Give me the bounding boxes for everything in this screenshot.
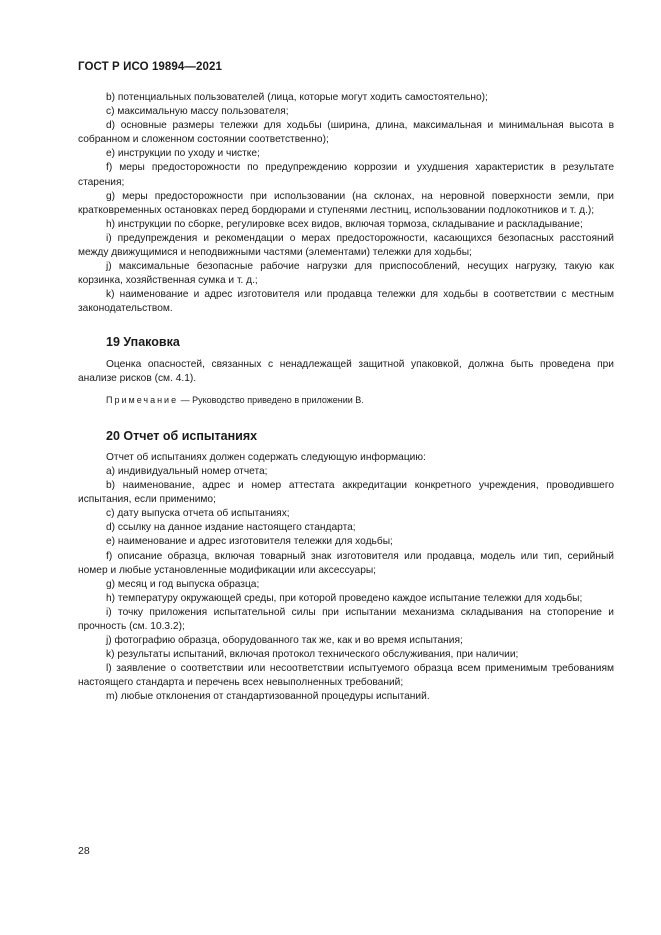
list-item: a) индивидуальный номер отчета; [106, 465, 268, 477]
list-item: m) любые отклонения от стандартизованной процедуры испытаний. [106, 691, 430, 703]
list-item: l) заявление о соответствии или несоответствии испытуемого образца всем применимым требованиям настоящего стандарта и перечень всех невыполненных требований; [78, 663, 614, 689]
page-number: 28 [78, 845, 90, 857]
section-20-title: 20 Отчет об испытаниях [106, 428, 258, 443]
list-item: j) фотографию образца, оборудованного так же, как и во время испытания; [106, 635, 463, 647]
list-item: b) потенциальных пользователей (лица, которые могут ходить самостоятельно); [106, 92, 488, 103]
list-item: b) наименование, адрес и номер аттестата аккредитации конкретного учреждения, проводившего испытания, если применимо; [78, 480, 614, 506]
list-top [78, 91, 614, 317]
list-item: h) температуру окружающей среды, при которой проведено каждое испытание тележки для ходьбы; [106, 592, 583, 604]
list-item: c) дату выпуска отчета об испытаниях; [106, 508, 290, 520]
list-item: i) точку приложения испытательной силы при испытании механизма складывания на стопорение и прочность (см. 10.3.2); [78, 606, 614, 632]
list-item: d) ссылку на данное издание настоящего стандарта; [106, 522, 356, 534]
list-item: e) наименование и адрес изготовителя тележки для ходьбы; [106, 536, 393, 548]
section-19-note [78, 394, 614, 407]
list-item: f) описание образца, включая товарный знак изготовителя или продавца, модель или тип, серийный номер и любые установленные модификации или аксессуары; [78, 550, 614, 576]
section-20-list [78, 465, 614, 705]
section-20-intro: Отчет об испытаниях должен содержать следующую информацию: [106, 451, 426, 463]
list-item: k) наименование и адрес изготовителя или продавца тележки для ходьбы в соответствии с местным законодательством. [78, 289, 614, 315]
list-item: h) инструкции по сборке, регулировке всех видов, включая тормоза, складывание и раскладывание; [106, 218, 583, 230]
list-item: i) предупреждения и рекомендации о мерах предосторожности, касающихся безопасных расстояний между движущимися и неподвижными частями (элементами) тележки для ходьбы; [78, 232, 614, 259]
list-item: c) максимальную массу пользователя; [106, 106, 289, 118]
document-body [78, 91, 614, 705]
list-item: j) максимальные безопасные рабочие нагрузки для приспособлений, несущих нагрузку, такую как корзинка, хозяйственная сумка и т. д.; [78, 261, 614, 287]
list-item: g) меры предосторожности при использовании (на склонах, на неровной поверхности земли, при кратковременных остановках перед бордюрами и ступенями лестниц, использовании подлокотников и т. д.); [78, 190, 614, 216]
section-19-title: 19 Упаковка [106, 334, 180, 349]
list-item: f) меры предосторожности по предупреждению коррозии и ухудшения характеристик в результате старения; [78, 162, 614, 188]
list-item: d) основные размеры тележки для ходьбы (ширина, длина, максимальная и минимальная высота в собранном и сложенном состоянии соответственно); [78, 120, 614, 146]
list-item: g) месяц и год выпуска образца; [106, 578, 260, 590]
list-item: k) результаты испытаний, включая протокол технического обслуживания, при наличии; [106, 649, 519, 661]
note-label: Примечание [106, 394, 179, 405]
note-text: — Руководство приведено в приложении В. [178, 394, 364, 405]
section-19-paragraph: Оценка опасностей, связанных с ненадлежащей защитной упаковкой, должна быть проведена при анализе рисков (см. 4.1). [78, 358, 614, 384]
document-header: ГОСТ Р ИСО 19894—2021 [78, 61, 223, 73]
list-item: e) инструкции по уходу и чистке; [106, 148, 260, 160]
